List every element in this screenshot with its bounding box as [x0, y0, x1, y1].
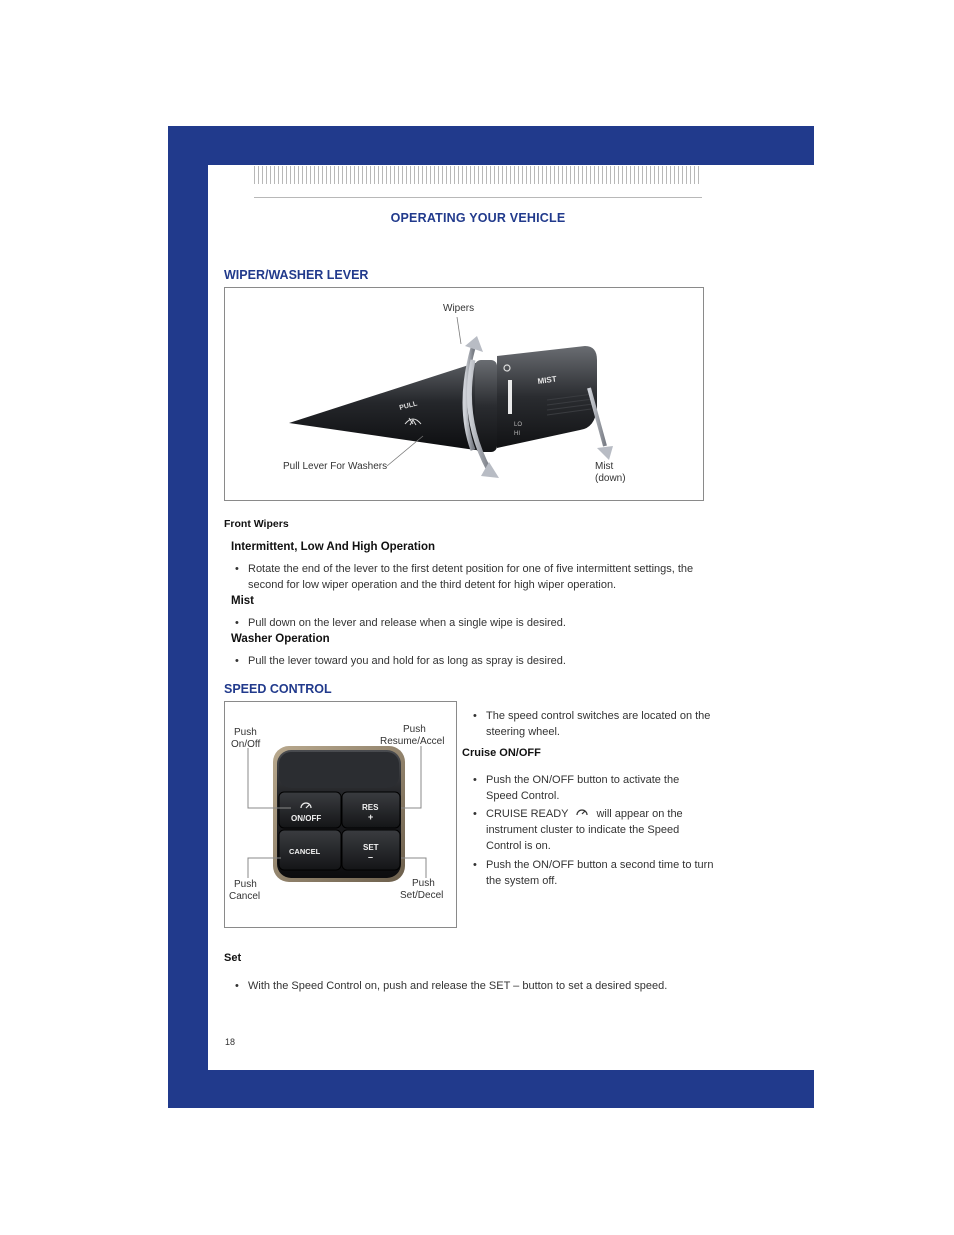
btn-cancel-text: CANCEL	[289, 847, 321, 856]
label-push-cancel: Push	[234, 879, 257, 890]
label-push-set-2: Set/Decel	[400, 890, 444, 901]
cruise-ready-rest: will appear on the instrument cluster to indicate the Speed Control is on.	[486, 808, 683, 852]
front-wipers-heading: Front Wipers	[224, 518, 289, 530]
chapter-title: OPERATING YOUR VEHICLE	[390, 211, 566, 225]
header-rule	[254, 197, 702, 198]
lever-hi-text: HI	[514, 431, 520, 437]
wiper-lever-figure	[224, 287, 704, 501]
lever-lo-text: LO	[514, 422, 523, 428]
cruise-onoff-heading: Cruise ON/OFF	[462, 747, 541, 759]
washer-heading: Washer Operation	[231, 633, 330, 645]
btn-set-text: SET	[363, 843, 379, 852]
cruise-ready-text: CRUISE READY	[486, 808, 569, 820]
lever-stalk	[289, 363, 487, 450]
label-wipers: Wipers	[443, 303, 475, 314]
label-push-set: Push	[412, 878, 435, 889]
push-on-bullet: • Push the ON/OFF button to activate the Speed Control.	[469, 772, 714, 804]
intermittent-heading: Intermittent, Low And High Operation	[231, 541, 436, 553]
lever-indicator-line	[508, 380, 512, 414]
speed-location-bullet: • The speed control switches are located on the steering wheel.	[469, 708, 714, 740]
mist-bullet: • Pull down on the lever and release when a single wipe is desired.	[231, 615, 713, 631]
switch-top-cover	[279, 752, 399, 788]
speed-section-title: SPEED CONTROL	[224, 682, 332, 696]
wipers-pointer	[457, 317, 461, 344]
label-push-cancel-2: Cancel	[229, 891, 261, 902]
wiper-section-title: WIPER/WASHER LEVER	[224, 268, 369, 282]
mist-heading: Mist	[231, 595, 254, 607]
speed-control-figure	[224, 701, 457, 928]
btn-onoff-text: ON/OFF	[291, 814, 322, 823]
label-push-onoff: Push	[234, 727, 257, 738]
page-number: 18	[225, 1037, 236, 1047]
label-pull-lever: Pull Lever For Washers	[283, 461, 388, 472]
btn-set-minus: –	[368, 852, 374, 862]
btn-res-plus: +	[368, 812, 374, 822]
intermittent-bullet: • Rotate the end of the lever to the first detent position for one of five intermittent settings, the second for low wiper operation and the third detent for high wiper operation.	[231, 561, 713, 593]
label-push-res: Push	[403, 724, 426, 735]
cruise-ready-icon	[571, 806, 593, 822]
set-heading: Set	[224, 952, 242, 964]
label-mist-down: (down)	[595, 473, 626, 484]
cruise-ready-bullet	[469, 806, 714, 854]
label-mist: Mist	[595, 461, 614, 472]
mist-arrow-head-icon	[597, 446, 613, 460]
set-bullet: • With the Speed Control on, push and release the SET – button to set a desired speed.	[231, 978, 718, 994]
label-push-onoff-2: On/Off	[231, 739, 261, 750]
washer-bullet: • Pull the lever toward you and hold for as long as spray is desired.	[231, 653, 713, 669]
pull-lever-pointer	[387, 436, 423, 466]
label-push-res-2: Resume/Accel	[380, 736, 445, 747]
lever-pull-text: PULL	[398, 400, 419, 412]
lever-mist-text: MIST	[537, 374, 558, 386]
push-off-bullet: • Push the ON/OFF button a second time to turn the system off.	[469, 857, 714, 889]
header-tick-bar	[254, 166, 702, 184]
btn-res-text: RES	[362, 803, 379, 812]
